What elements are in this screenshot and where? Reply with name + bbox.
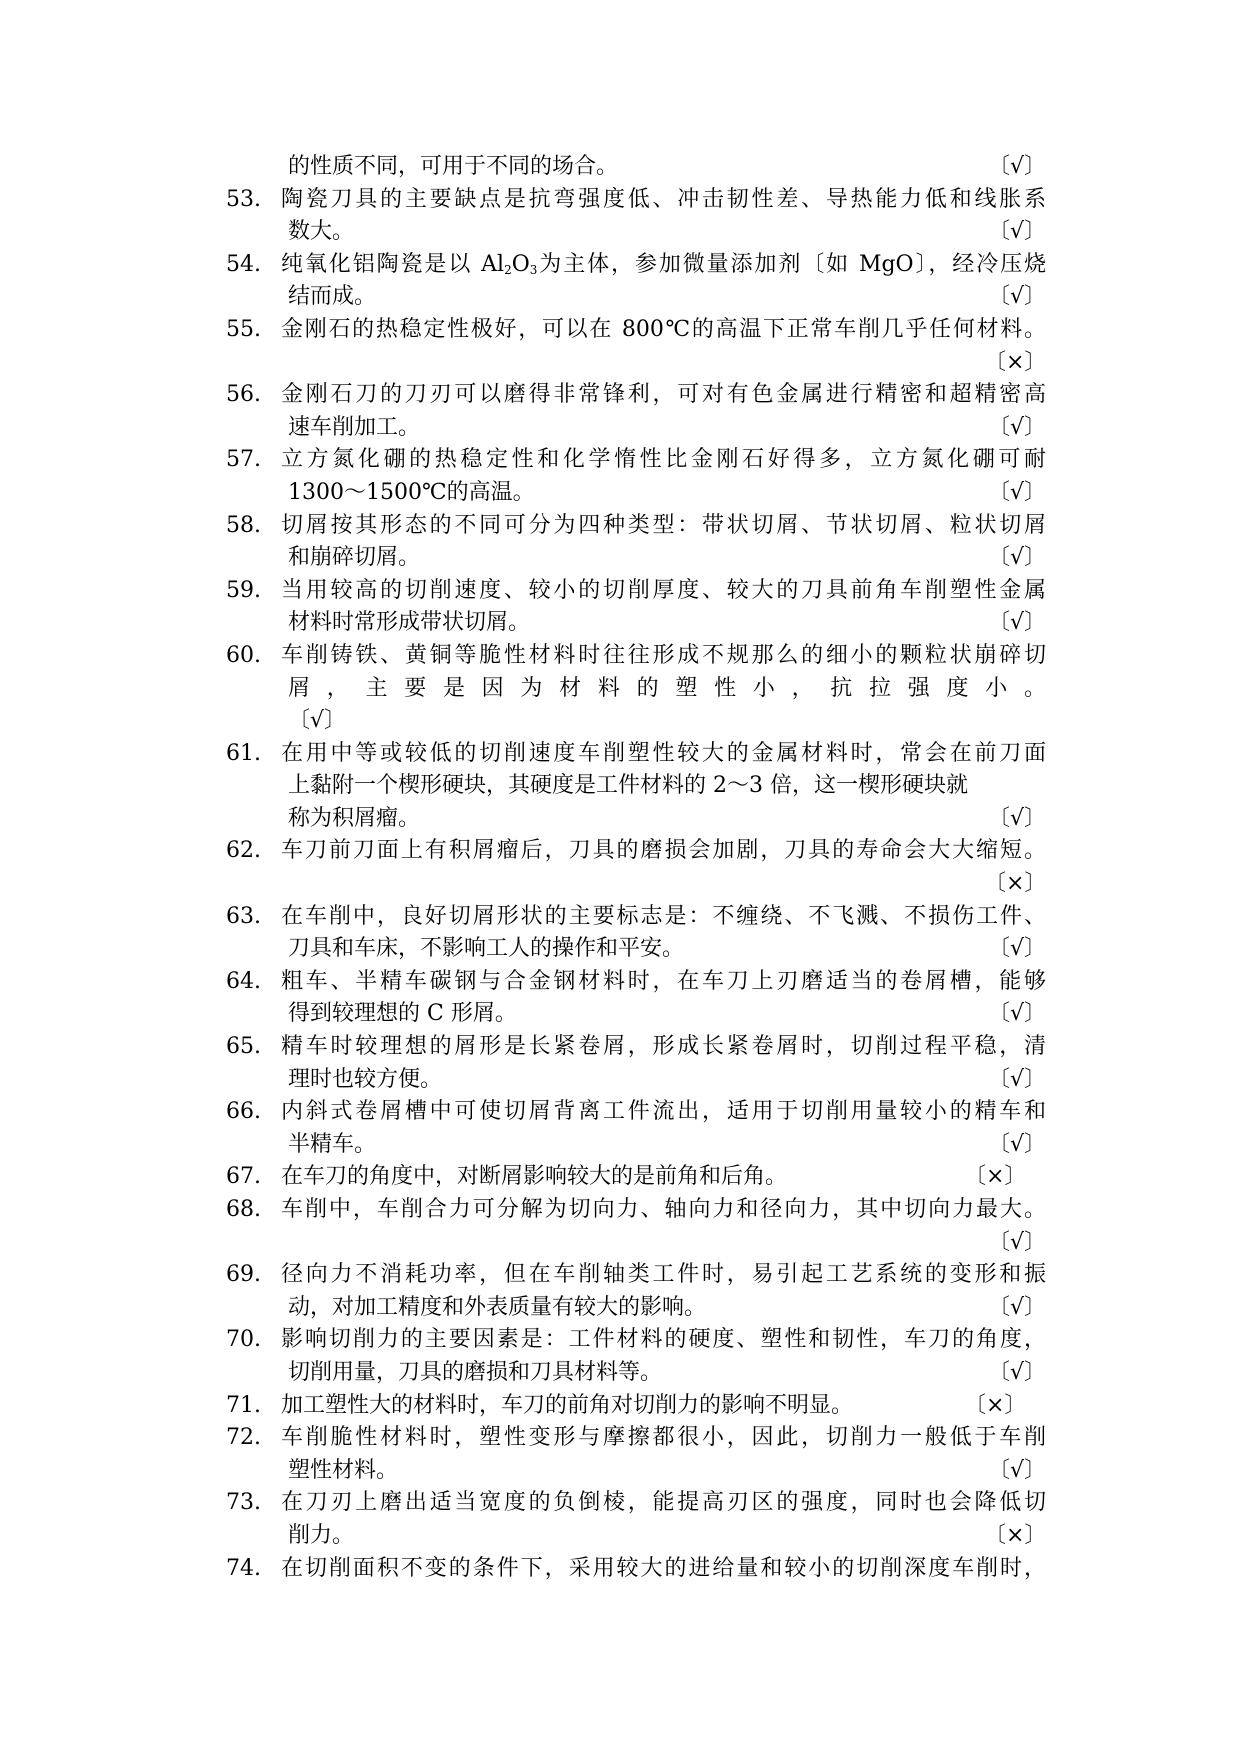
text-line bbox=[226, 933, 1046, 966]
text-line bbox=[226, 998, 1046, 1031]
list-item bbox=[226, 1553, 1046, 1586]
text-line bbox=[226, 1259, 1046, 1292]
question-number: 56. bbox=[226, 382, 261, 408]
question-number: 72. bbox=[226, 1425, 261, 1451]
question-text: 塑性材料。 bbox=[288, 1457, 399, 1483]
question-number: 67. bbox=[226, 1164, 261, 1190]
text-line bbox=[226, 803, 1046, 836]
question-text: 径向力不消耗功率，但在车削轴类工件时，易引起工艺系统的变形和振 bbox=[281, 1262, 1046, 1288]
question-text: 切削用量，刀具的磨损和刀具材料等。 bbox=[288, 1359, 663, 1385]
question-text: 动，对加工精度和外表质量有较大的影响。 bbox=[288, 1294, 707, 1320]
question-number: 63. bbox=[226, 903, 261, 929]
text-line bbox=[226, 901, 1046, 934]
question-text: 屑，主要是因为材料的塑性小，抗拉强度小。 bbox=[288, 675, 1046, 701]
answer-mark: 〔√〕 bbox=[987, 1131, 1046, 1157]
list-item bbox=[226, 738, 1046, 836]
text-line bbox=[226, 1357, 1046, 1390]
question-text: 上黏附一个楔形硬块，其硬度是工件材料的 2～3 倍，这一楔形硬块就 bbox=[288, 773, 968, 799]
question-text: 结而成。 bbox=[288, 284, 377, 310]
text-line bbox=[226, 1422, 1046, 1455]
question-text: 得到较理想的 C 形屑。 bbox=[288, 1001, 517, 1027]
question-text: 在车刀的角度中，对断屑影响较大的是前角和后角。 bbox=[281, 1164, 788, 1190]
text-line bbox=[226, 1520, 1046, 1553]
list-item bbox=[226, 314, 1046, 379]
text-line bbox=[226, 314, 1046, 347]
question-text: 材料时常形成带状切屑。 bbox=[288, 610, 531, 636]
text-line bbox=[226, 1161, 1046, 1194]
text-line bbox=[226, 184, 1046, 217]
question-text: 在用中等或较低的切削速度车削塑性较大的金属材料时，常会在前刀面 bbox=[281, 740, 1046, 766]
question-number: 64. bbox=[226, 968, 261, 994]
question-text: 精车时较理想的屑形是长紧卷屑，形成长紧卷屑时，切削过程平稳，清 bbox=[281, 1034, 1046, 1060]
question-text: 纯氧化铝陶瓷是以 $Al_2O_3$为主体，参加微量添加剂〔如 MgO〕，经冷压烧 bbox=[281, 251, 1047, 277]
answer-mark: 〔×〕 bbox=[984, 349, 1047, 375]
answer-mark: 〔√〕 bbox=[987, 1359, 1046, 1385]
text-line bbox=[226, 1194, 1046, 1227]
question-number: 54. bbox=[226, 251, 261, 277]
list-item bbox=[226, 1487, 1046, 1552]
answer-mark: 〔×〕 bbox=[964, 1392, 1027, 1418]
list-item bbox=[226, 1031, 1046, 1096]
answer-mark: 〔×〕 bbox=[964, 1164, 1027, 1190]
answer-mark: 〔√〕 bbox=[987, 1457, 1046, 1483]
list-item bbox=[226, 1259, 1046, 1324]
text-line bbox=[226, 1064, 1046, 1097]
answer-mark: 〔√〕 bbox=[987, 219, 1046, 245]
text-line bbox=[226, 607, 1046, 640]
answer-mark: 〔√〕 bbox=[987, 1229, 1046, 1255]
question-text: 车削脆性材料时，塑性变形与摩擦都很小，因此，切削力一般低于车削 bbox=[281, 1425, 1046, 1451]
text-line bbox=[226, 249, 1046, 282]
text-line bbox=[226, 1031, 1046, 1064]
text-line bbox=[226, 1390, 1046, 1423]
answer-mark: 〔√〕 bbox=[987, 805, 1046, 831]
text-line bbox=[226, 510, 1046, 543]
text-line bbox=[226, 705, 1046, 738]
question-number: 59. bbox=[226, 577, 261, 603]
text-line bbox=[226, 347, 1046, 380]
list-item bbox=[226, 1324, 1046, 1389]
text-line bbox=[226, 1129, 1046, 1162]
question-number: 53. bbox=[226, 186, 261, 212]
list-item bbox=[226, 151, 1046, 184]
question-text: 车削中，车削合力可分解为切向力、轴向力和径向力，其中切向力最大。 bbox=[281, 1197, 1046, 1222]
answer-mark: 〔√〕 bbox=[987, 610, 1046, 636]
question-number: 69. bbox=[226, 1262, 261, 1288]
question-list bbox=[226, 151, 1046, 1585]
question-text: 车刀前刀面上有积屑瘤后，刀具的磨损会加剧，刀具的寿命会大大缩短。 bbox=[281, 838, 1046, 864]
text-line bbox=[226, 477, 1046, 510]
list-item bbox=[226, 510, 1046, 575]
question-text: 理时也较方便。 bbox=[288, 1066, 443, 1092]
list-item bbox=[226, 1161, 1046, 1194]
question-text: 削力。 bbox=[288, 1522, 355, 1548]
question-text: 半精车。 bbox=[288, 1131, 377, 1157]
answer-mark: 〔√〕 bbox=[987, 284, 1046, 310]
question-text: 数大。 bbox=[288, 219, 355, 245]
text-line bbox=[226, 1227, 1046, 1260]
question-number: 74. bbox=[226, 1555, 261, 1581]
answer-mark: 〔√〕 bbox=[987, 936, 1046, 962]
answer-mark: 〔√〕 bbox=[987, 414, 1046, 440]
text-line bbox=[226, 966, 1046, 999]
answer-mark: 〔√〕 bbox=[987, 479, 1046, 505]
text-line bbox=[226, 835, 1046, 868]
question-text: 粗车、半精车碳钢与合金钢材料时，在车刀上刃磨适当的卷屑槽，能够 bbox=[281, 968, 1046, 994]
question-text: 在车削中，良好切屑形状的主要标志是：不缠绕、不飞溅、不损伤工件、 bbox=[281, 903, 1046, 929]
list-item bbox=[226, 901, 1046, 966]
text-line bbox=[226, 1292, 1046, 1325]
question-number: 65. bbox=[226, 1034, 261, 1060]
question-text: 刀具和车床，不影响工人的操作和平安。 bbox=[288, 936, 685, 962]
question-text: 和崩碎切屑。 bbox=[288, 545, 421, 571]
question-text: 陶瓷刀具的主要缺点是抗弯强度低、冲击韧性差、导热能力低和线胀系 bbox=[281, 186, 1046, 212]
answer-mark: 〔√〕 bbox=[987, 1294, 1046, 1320]
question-number: 58. bbox=[226, 512, 261, 538]
text-line bbox=[226, 281, 1046, 314]
list-item bbox=[226, 184, 1046, 249]
answer-mark: 〔√〕 bbox=[987, 1066, 1046, 1092]
answer-mark: 〔√〕 bbox=[987, 545, 1046, 571]
question-text: 车削铸铁、黄铜等脆性材料时往往形成不规那么的细小的颗粒状崩碎切 bbox=[281, 642, 1046, 668]
text-line bbox=[226, 738, 1046, 771]
text-line bbox=[226, 1487, 1046, 1520]
list-item bbox=[226, 444, 1046, 509]
list-item bbox=[226, 966, 1046, 1031]
text-line bbox=[226, 1553, 1046, 1586]
text-line bbox=[226, 542, 1046, 575]
list-item bbox=[226, 379, 1046, 444]
text-line bbox=[226, 1096, 1046, 1129]
text-line bbox=[226, 412, 1046, 445]
question-text: 在切削面积不变的条件下，采用较大的进给量和较小的切削深度车削时， bbox=[281, 1555, 1046, 1581]
question-text: 加工塑性大的材料时，车刀的前角对切削力的影响不明显。 bbox=[281, 1392, 854, 1418]
text-line bbox=[226, 379, 1046, 412]
text-line bbox=[226, 640, 1046, 673]
question-text: 速车削加工。 bbox=[288, 414, 421, 440]
question-text: 金刚石的热稳定性极好，可以在 800℃的高温下正常车削几乎任何材料。 bbox=[281, 316, 1046, 342]
question-number: 71. bbox=[226, 1392, 261, 1418]
question-number: 57. bbox=[226, 447, 261, 473]
list-item bbox=[226, 1096, 1046, 1161]
question-number: 66. bbox=[226, 1099, 261, 1125]
question-text: 称为积屑瘤。 bbox=[288, 805, 421, 831]
question-text: 1300～1500℃的高温。 bbox=[288, 479, 535, 505]
text-line bbox=[226, 868, 1046, 901]
question-number: 68. bbox=[226, 1197, 261, 1222]
question-number: 62. bbox=[226, 838, 261, 864]
question-number: 73. bbox=[226, 1490, 261, 1516]
question-text: 内斜式卷屑槽中可使切屑背离工件流出，适用于切削用量较小的精车和 bbox=[281, 1099, 1046, 1125]
list-item bbox=[226, 575, 1046, 640]
list-item bbox=[226, 640, 1046, 738]
question-text: 的性质不同，可用于不同的场合。 bbox=[288, 154, 619, 179]
answer-mark: 〔×〕 bbox=[984, 871, 1047, 897]
text-line bbox=[226, 673, 1046, 706]
answer-mark: 〔×〕 bbox=[984, 1522, 1047, 1548]
question-number: 70. bbox=[226, 1327, 261, 1353]
text-line bbox=[226, 216, 1046, 249]
text-line bbox=[226, 1324, 1046, 1357]
list-item bbox=[226, 835, 1046, 900]
question-text: 切屑按其形态的不同可分为四种类型：带状切屑、节状切屑、粒状切屑 bbox=[281, 512, 1046, 538]
question-text: 金刚石刀的刀刃可以磨得非常锋利，可对有色金属进行精密和超精密高 bbox=[281, 382, 1046, 408]
question-number: 55. bbox=[226, 316, 261, 342]
question-text: 在刀刃上磨出适当宽度的负倒棱，能提高刃区的强度，同时也会降低切 bbox=[281, 1490, 1046, 1516]
answer-mark: 〔√〕 bbox=[987, 154, 1046, 179]
list-item bbox=[226, 249, 1046, 314]
list-item bbox=[226, 1194, 1046, 1259]
question-number: 60. bbox=[226, 642, 261, 668]
text-line bbox=[226, 151, 1046, 184]
list-item bbox=[226, 1422, 1046, 1487]
text-line bbox=[226, 444, 1046, 477]
question-number: 61. bbox=[226, 740, 261, 766]
question-text: 当用较高的切削速度、较小的切削厚度、较大的刀具前角车削塑性金属 bbox=[281, 577, 1046, 603]
list-item bbox=[226, 1390, 1046, 1423]
question-text: 立方氮化硼的热稳定性和化学惰性比金刚石好得多，立方氮化硼可耐 bbox=[281, 447, 1046, 473]
answer-mark: 〔√〕 bbox=[987, 1001, 1046, 1027]
question-text: 影响切削力的主要因素是：工件材料的硬度、塑性和韧性，车刀的角度， bbox=[281, 1327, 1046, 1353]
text-line bbox=[226, 1455, 1046, 1488]
text-line bbox=[226, 770, 1046, 803]
text-line bbox=[226, 575, 1046, 608]
question-text: 〔√〕 bbox=[288, 708, 347, 734]
